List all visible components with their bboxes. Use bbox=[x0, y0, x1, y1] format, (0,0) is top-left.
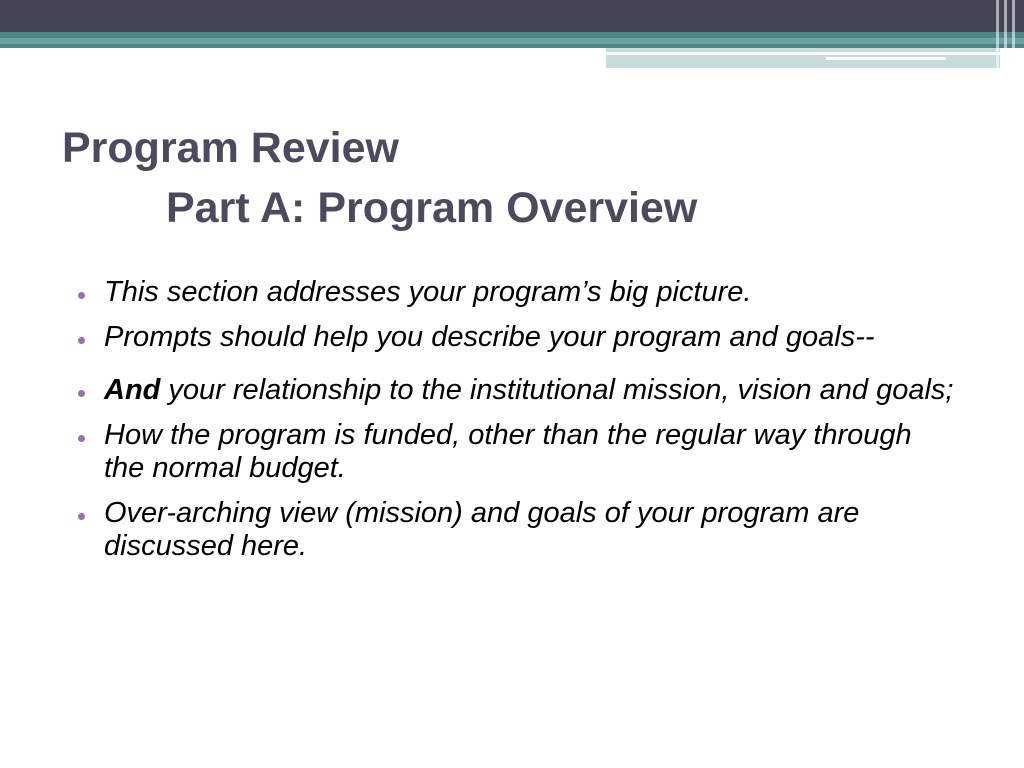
bullet-item bbox=[76, 374, 956, 407]
bullet-item bbox=[76, 276, 956, 309]
bullet-text: your relationship to the institutional mission, vision and goals; bbox=[160, 374, 954, 406]
header-teal-highlight bbox=[0, 38, 1024, 44]
bullet-dot-icon bbox=[78, 337, 85, 344]
header-right-lines bbox=[990, 0, 1024, 72]
bullet-dot-icon bbox=[78, 435, 85, 442]
bullet-text: Prompts should help you describe your program and goals-- bbox=[104, 321, 875, 353]
title-line-1: Program Review bbox=[62, 124, 399, 172]
slide-title bbox=[62, 118, 962, 238]
bullet-dot-icon bbox=[78, 513, 85, 520]
bullet-dot-icon bbox=[78, 390, 85, 397]
header-accent-line-short bbox=[826, 57, 946, 60]
bullet-text: How the program is funded, other than the regular way through the normal budget. bbox=[104, 419, 912, 484]
bullet-text: This section addresses your program’s big picture. bbox=[104, 276, 752, 308]
bullet-dot-icon bbox=[78, 292, 85, 299]
bullet-item bbox=[76, 321, 956, 354]
bullet-list bbox=[76, 276, 956, 575]
bullet-item bbox=[76, 419, 956, 485]
title-line-2: Part A: Program Overview bbox=[166, 184, 698, 232]
bullet-text: Over-arching view (mission) and goals of your program are discussed here. bbox=[104, 497, 860, 562]
header-accent-line bbox=[606, 52, 1000, 55]
bullet-lead: And bbox=[104, 374, 161, 406]
header-dark-band bbox=[0, 0, 1024, 32]
bullet-item bbox=[76, 497, 956, 563]
